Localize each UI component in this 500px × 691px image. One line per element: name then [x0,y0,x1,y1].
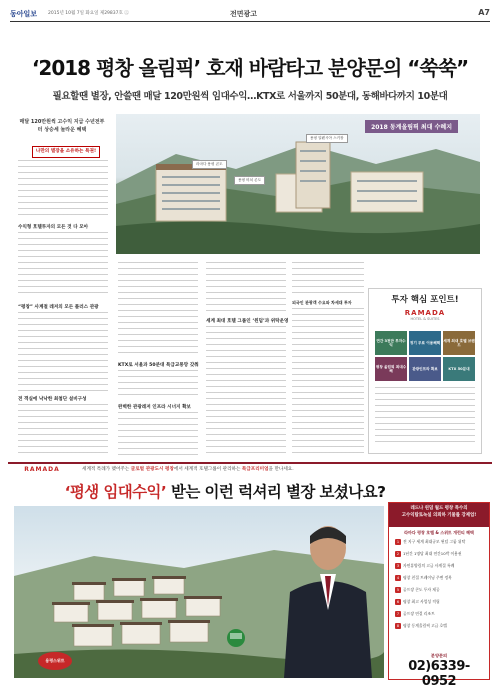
benefit-label: 1년간 1명당 최대 연간10박 이용권 [403,551,462,556]
page-number: A7 [478,8,490,17]
column-2-body [118,262,198,358]
benefit-item: 5 골프장 콘도 투자 제공 [396,587,440,592]
spokesman-silhouette [276,514,380,678]
section-body-3 [18,404,108,456]
section-label: 전면광고 [230,10,258,18]
benefit-item: 1 전 지구 세계 최대규모 윈덤 그룹 위탁 [396,539,466,544]
column-4-body [292,262,364,296]
benefit-label: 골프장 콘도 투자 제공 [403,587,440,592]
benefit-item: 4 평창 친절 트레이닝 주변 정복 [396,575,452,580]
hero-callout-2: 용평 비치 콘도 [234,176,265,185]
ad-badge: 용평스위트 [38,652,72,670]
invest-tile-4: 평창 올림픽 최대수혜 [375,357,407,381]
benefit-label: 전 지구 세계 최대규모 윈덤 그룹 위탁 [403,539,466,544]
hero-callout-1: 라마다 용평 콘도 [192,160,227,169]
resort-hero-image [116,114,480,254]
ramada-logo [375,309,475,325]
benefit-item: 7 골프장 연결 리조트 [396,611,435,616]
section-heading-2: “평창” 사계절 레저의 모든 플러스 관광 [18,305,99,310]
ramada-subtitle: HOTEL & SUITES [410,317,440,321]
ad-phone-block [395,653,483,689]
benefit-label: 자연휴양림의 고급 사계절 특례 [403,563,455,568]
page-headline: ‘2018 평창 올림픽’ 호재 바람타고 분양문의 “쑥쑥” [31,56,469,80]
invest-points-box [368,288,482,454]
hero-callout-3: 용평 알펜시아 스키장 [306,134,348,143]
ad-tagline-post: 을 만나세요. [268,467,294,472]
benefit-item: 8 평창 동계올림픽 고급 호텔 [396,623,447,628]
masthead [10,6,490,20]
ad-villa-rendering [14,506,384,678]
invest-tile-6: KTX 50분대 [443,357,475,381]
benefit-item: 2 1년간 1명당 최대 연간10박 이용권 [396,551,462,556]
intro-lead-text: 매달 120만원씩 고수익 지급 수년전부터 상승세 놀라운 혜택 [19,119,105,133]
issue-date: 2015년 10월 7일 화요일 제29837호 ㊂ [48,11,129,16]
ramada-wordmark: RAMADA [404,309,446,317]
invest-tile-1: 연간 3천만 투자수익 [375,331,407,355]
column-3-body [206,262,286,314]
ad-headline-rest: 받는 이런 럭셔리 별장 보셨나요? [170,483,386,501]
intro-box: 나만의 별장을 소유하는 특권! [32,146,100,158]
phone-number: 02)6339-0952 [408,659,470,689]
ad-tagline-mid: 에서 세계적 호텔그룹이 관리하는 [173,467,241,472]
masthead-rule [10,21,490,22]
section-body-7 [292,308,364,456]
benefit-item: 6 평창 최고 사업성 적립 [396,599,440,604]
section-heading-1: 수익형 호텔투자의 모든 것 다 모아 [18,225,89,230]
intro-body-text [18,160,108,220]
ad-benefits-panel [388,502,490,689]
ad-tagline-highlight-1: 글로벌 관광도시 평창 [130,467,174,472]
invest-tile-2: 정기 무료 이용혜택 [409,331,441,355]
benefit-label: 평창 친절 트레이닝 주변 정복 [403,575,452,580]
benefit-item: 3 자연휴양림의 고급 사계절 특례 [396,563,455,568]
invest-tile-3: 세계 최대 호텔 브랜드 [443,331,475,355]
section-heading-3: 전 객실에 낙낙한 최첨단 설비구성 [18,397,87,402]
ad-tagline-pre: 세계적 특례가 맺어주는 [82,467,130,472]
section-body-2 [18,312,108,392]
benefit-label: 골프장 연결 리조트 [403,611,435,616]
ad-headline-quote: ‘평생 임대수익’ [64,483,167,501]
hero-tag: 2018 동계올림픽 최대 수혜지 [365,120,458,133]
invest-tile-5: 관광인프라 확보 [409,357,441,381]
section-heading-4: KTX로 서울과 50분대 특급교통망 갖춰 [118,363,199,368]
ad-panel-header-line-2: 고수익탑토녹실 의뢰하 기물를 강제업! [401,513,477,518]
ad-panel-subtitle: 라마다 평창 호텔 & 스위트 개런티 혜택 [404,530,474,535]
phone-label: 분양문의 [430,653,448,658]
section-heading-5: 완벽한 관광레저 인프라 시너지 확보 [118,405,191,410]
ad-logo-text: RAMADA [24,466,60,473]
ad-panel-header-line-1: 레드나 윈덤 월드 평창 특수의 [410,506,468,511]
ad-panel-header [389,503,489,527]
section-body-6 [206,326,286,456]
section-heading-7: 외국인 관광객 수요와 차세대 투자 [292,300,352,305]
ad-headline [60,480,390,502]
ad-tagline-highlight-2: 특급프리미엄 [241,467,269,472]
section-body-5 [118,412,198,456]
resort-illustration [116,114,480,254]
invest-title: 투자 핵심 포인트! [391,295,459,305]
benefit-label: 평창 최고 사업성 적립 [403,599,440,604]
section-body-1 [18,232,108,298]
intro-lead [18,118,106,134]
newspaper-name: 동아일보 [10,10,38,18]
page-subheadline: 필요할땐 별장, 안쓸땐 매달 120만원씩 임대수익…KTX로 서울까지 50분대, 동해바다까지 10분대 [52,91,448,102]
section-body-4 [118,370,198,400]
invest-body [375,387,475,447]
spokesman-photo [276,514,380,678]
benefit-label: 평창 동계올림픽 고급 호텔 [403,623,447,628]
ad-logo [14,466,70,473]
section-heading-6: 세계 최대 호텔 그룹인 ‘윈덤’과 위탁운영 [206,319,289,324]
ad-tagline [82,466,492,472]
invest-tiles [375,331,475,381]
